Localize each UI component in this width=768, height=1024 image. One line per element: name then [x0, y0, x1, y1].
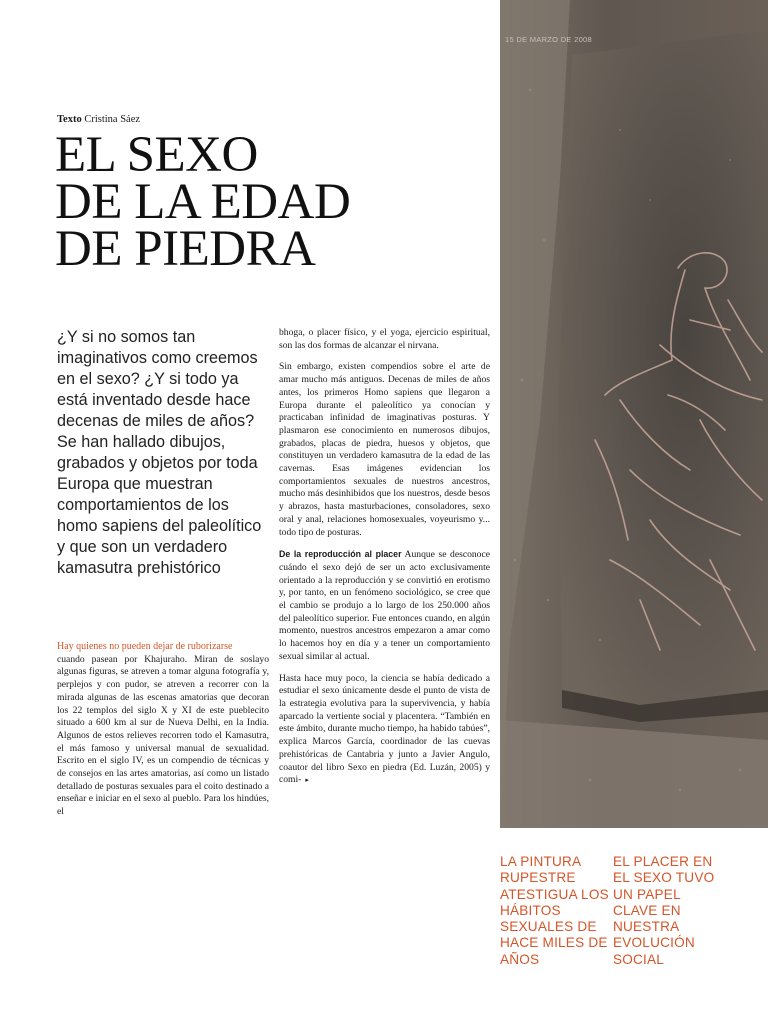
byline-label: Texto [57, 114, 82, 125]
headline-line-1: EL SEXO [55, 127, 258, 183]
paragraph-1: bhoga, o placer físico, y el yoga, ejercicio espiritual, son las dos formas de alcanzar el nirvana. [279, 327, 490, 351]
left-column-text: cuando pasean por Khajuraho. Miran de soslayo algunas figuras, se atreven a tomar alguna fotografía y, perplejos y con pudor, se atreven a recorrer con la mirada algunas de las escenas amatorias que decoran los 22 templos del siglo X y XI de este pueblecito situado a 600 km al sur de Nueva Delhi, en la India. Algunos de estos relieves recorren todo el Kamasutra, el más famoso y universal manual de sexualidad. Escrito en el siglo IV, es un compendio de técnicas y de consejos en las artes amatorias, así como un listado detallado de posturas sexuales para el coito destinado a enseñar e iniciar en el sexo al pueblo. Para los hindúes, el [57, 653, 269, 818]
byline [57, 113, 140, 127]
engraving-illustration [500, 0, 768, 828]
pull-quote-1: LA PINTURA RUPESTRE ATESTIGUA LOS HÁBITOS SEXUALES DE HACE MILES DE AÑOS [500, 854, 609, 967]
headline-line-2: DE LA EDAD [55, 174, 351, 230]
section-subhead: De la reproducción al placer [279, 549, 402, 560]
pull-quote-2: EL PLACER EN EL SEXO TUVO UN PAPEL CLAVE EN NUESTRA EVOLUCIÓN SOCIAL [613, 854, 715, 967]
article-lede: ¿Y si no somos tan imaginativos como creemos en el sexo? ¿Y si todo ya está inventado desde hace decenas de miles de años? Se han hallado dibujos, grabados y objetos por toda Europa que muestran comportamientos de los homo sapiens del paleolítico y que son un verdadero kamasutra prehistórico [57, 328, 262, 577]
body-column-left [57, 641, 269, 828]
page-folio: 15 DE MARZO DE 2008 [505, 35, 592, 44]
body-column-middle [279, 327, 490, 796]
byline-author: Cristina Sáez [84, 114, 141, 125]
continue-arrow-icon: ▸ [305, 776, 309, 785]
article-headline [55, 127, 485, 277]
headline-line-3: DE PIEDRA [55, 221, 316, 277]
lead-in-text: Hay quienes no pueden dejar de ruborizarse [57, 641, 233, 652]
paragraph-4: Hasta hace muy poco, la ciencia se había dedicado a estudiar el sexo únicamente desde el punto de vista de la estrategia evolutiva para la supervivencia, y había aparcado la vertiente social y placentera. “También en este ámbito, durante mucho tiempo, ha habido tabúes”, explica Marcos García, coordinador de las cuevas prehistóricas de Cantabria y junto a Javier Angulo, coautor del libro Sexo en piedra (Ed. Luzán, 2005) y comi- [279, 672, 491, 786]
paragraph-2: Sin embargo, existen compendios sobre el arte de amar mucho más antiguos. Decenas de miles de años antes, los primeros Homo sapiens que llegaron a Europa durante el paleolítico ya conocían y practicaban infinidad de imaginativas posturas. Y plasmaron ese conocimiento en numerosos dibujos, grabados, placas de piedra, huesos y objetos, que constituyen un verdadero kamasutra de la edad de las cavernas. Esas imágenes evidencian los comportamientos sexuales de nuestros ancestros, mucho más desinhibidos que los nuestros, desde besos y abrazos, hasta masturbaciones, consoladores, sexo oral y anal, relaciones homosexuales, voyeurismo y... todo tipo de posturas. [279, 361, 490, 538]
paragraph-3: Aunque se desconoce cuándo el sexo dejó de ser un acto exclusivamente orientado a la reproducción y se convirtió en erotismo y, por tanto, en un fenómeno sociológico, se cree que el cambio se produjo a lo largo de los 250.000 años del paleolítico superior. Fue entonces cuando, en algún momento, nuestros ancestros empezaron a amar como lo hacemos hoy en día y a tener un comportamiento sexual similar al actual. [279, 549, 490, 662]
cave-engraving-photo [500, 0, 768, 828]
